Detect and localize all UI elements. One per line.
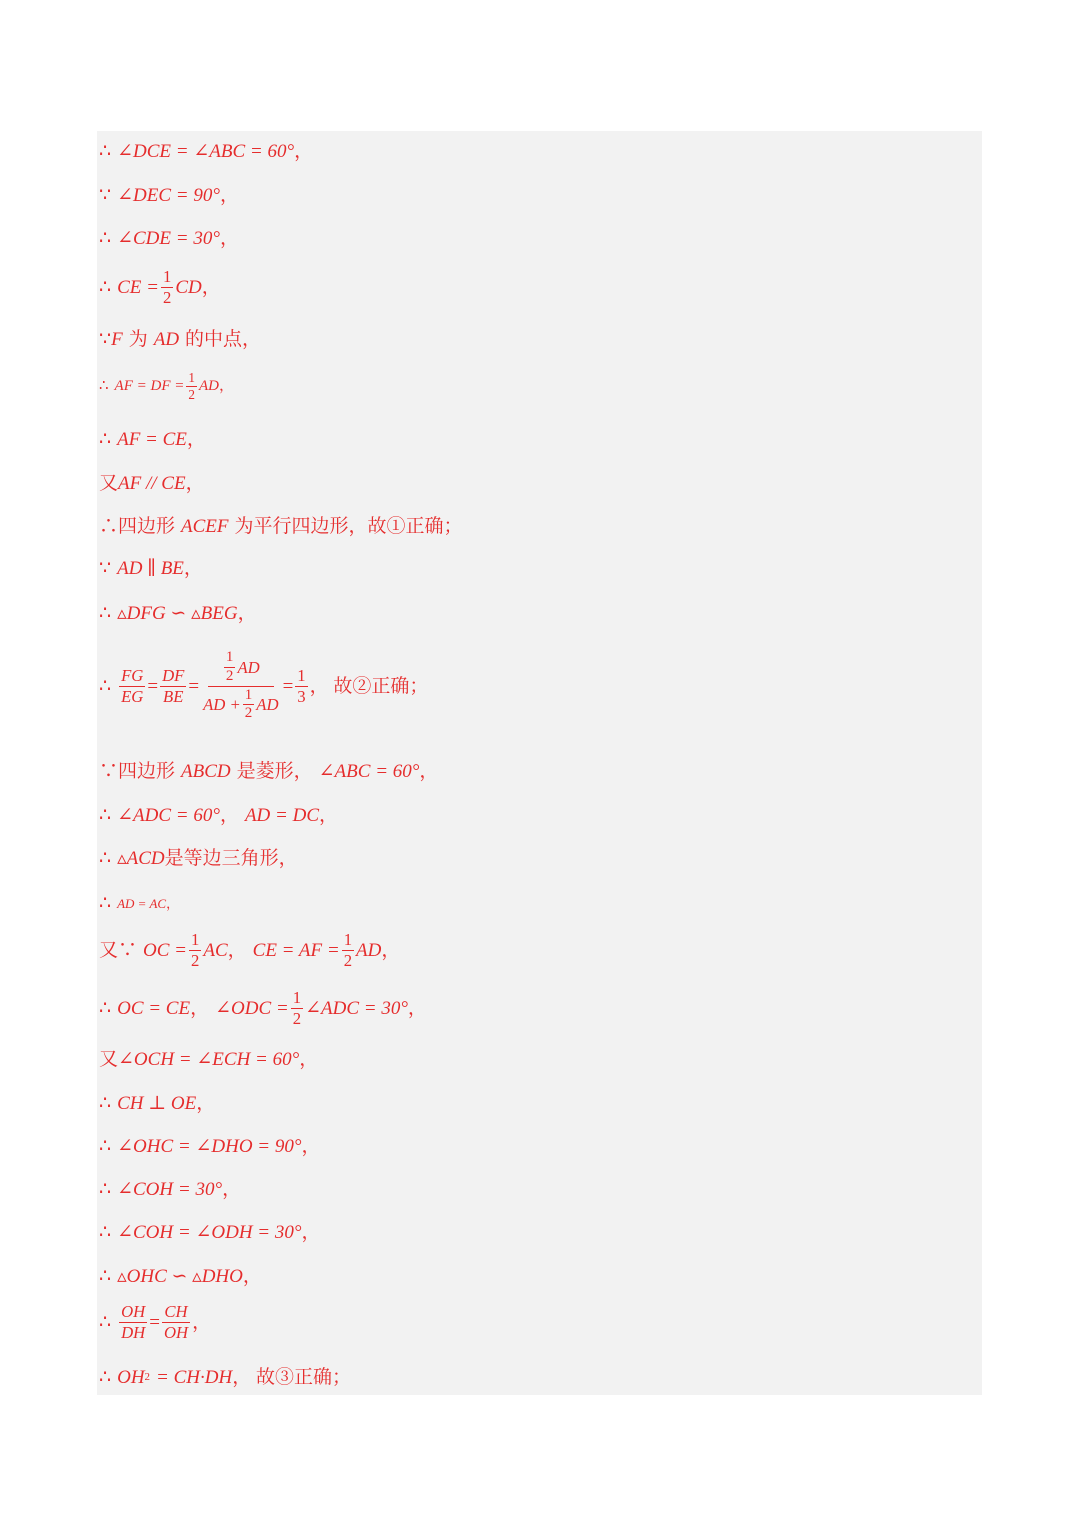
proof-line: ∴ AF = CE ， [99, 429, 206, 450]
proof-line: ∴ CE = $\frac{1}{2}$ CD ， [99, 267, 221, 307]
proof-line: ∴ ∠CDE = 30° ， [99, 228, 239, 249]
proof-line: ∴ ∠COH = ∠ODH = 30° ， [99, 1222, 321, 1243]
proof-line: ∵四边形 ABCD 是菱形， ∠ABC = 60° ， [99, 761, 439, 782]
proof-line: 又 ∠OCH = ∠ECH = 60° ， [99, 1049, 319, 1070]
proof-line: ∴ ▵DFG ∽ ▵BEG ， [99, 603, 257, 624]
fraction: $\frac{1}{3}$ [297, 666, 306, 706]
fraction: $\frac{FG}{EG}$ [121, 666, 144, 706]
fraction: $\frac{1}{2}$ [225, 649, 234, 684]
proof-line: 又 AF // CE ， [99, 473, 205, 494]
proof-line: ∴ OH 2 = CH·DH ， 故③正确； [99, 1367, 351, 1388]
proof-line: ∴ OC = CE ， ∠ODC = $\frac{1}{2}$ ∠ADC = 30° ， [99, 988, 427, 1028]
fraction: $\frac{1}{2}$ [343, 930, 353, 970]
fraction: $\frac{CH}{OH}$ [163, 1302, 189, 1342]
proof-line: ∴ ▵OHC ∽ ▵DHO ， [99, 1266, 262, 1287]
fraction: $\frac{1}{2}$ [292, 988, 302, 1028]
fraction: $\frac{1}{2}$ [162, 267, 172, 307]
proof-line: ∵ F 为 AD 的中点， [99, 329, 262, 350]
proof-line: ∴ ∠DCE = ∠ABC = 60° ， [99, 141, 314, 162]
proof-line: 又∵ OC = $\frac{1}{2}$ AC ， CE = AF = $\frac{1}{2}$ AD ， [99, 930, 401, 970]
fraction: $\frac{1}{2}$ [190, 930, 200, 970]
proof-line: ∴ AD = AC ， [99, 893, 180, 914]
proof-line: ∴ ∠ADC = 60° ， AD = DC ， [99, 805, 339, 826]
proof-line: ∴ ∠COH = 30° ， [99, 1179, 242, 1200]
proof-line: ∴ ▵ACD 是等边三角形， [99, 848, 298, 869]
proof-line: ∴ $\frac{FG}{EG}$ = $\frac{DF}{BE}$ = $\frac{1}{2}$ AD AD + $\frac{1}{2}$ AD = $\frac{1}{3}$ ， 故②正确； [99, 649, 429, 722]
proof-line: ∴ ∠OHC = ∠DHO = 90° ， [99, 1136, 321, 1157]
proof-line: ∴ $\frac{OH}{DH}$ = $\frac{CH}{OH}$ ， [99, 1302, 212, 1342]
fraction: $\frac{1}{2}$ [188, 370, 195, 402]
proof-line: ∴ CH ⊥ OE ， [99, 1093, 216, 1114]
proof-line: ∵ ∠DEC = 90° ， [99, 185, 239, 206]
proof-line: ∴ AF = DF = $\frac{1}{2}$ AD ， [99, 370, 234, 402]
proof-line: ∴四边形 ACEF 为平行四边形，故①正确； [99, 516, 463, 537]
fraction: $\frac{OH}{DH}$ [121, 1302, 146, 1342]
fraction: $\frac{1}{2}$ [244, 686, 253, 722]
proof-line: ∵ AD ∥ BE ， [99, 558, 203, 579]
fraction: $\frac{DF}{BE}$ [162, 666, 185, 706]
compound-fraction: $\frac{1}{2}$ AD AD + $\frac{1}{2}$ AD [203, 649, 279, 722]
